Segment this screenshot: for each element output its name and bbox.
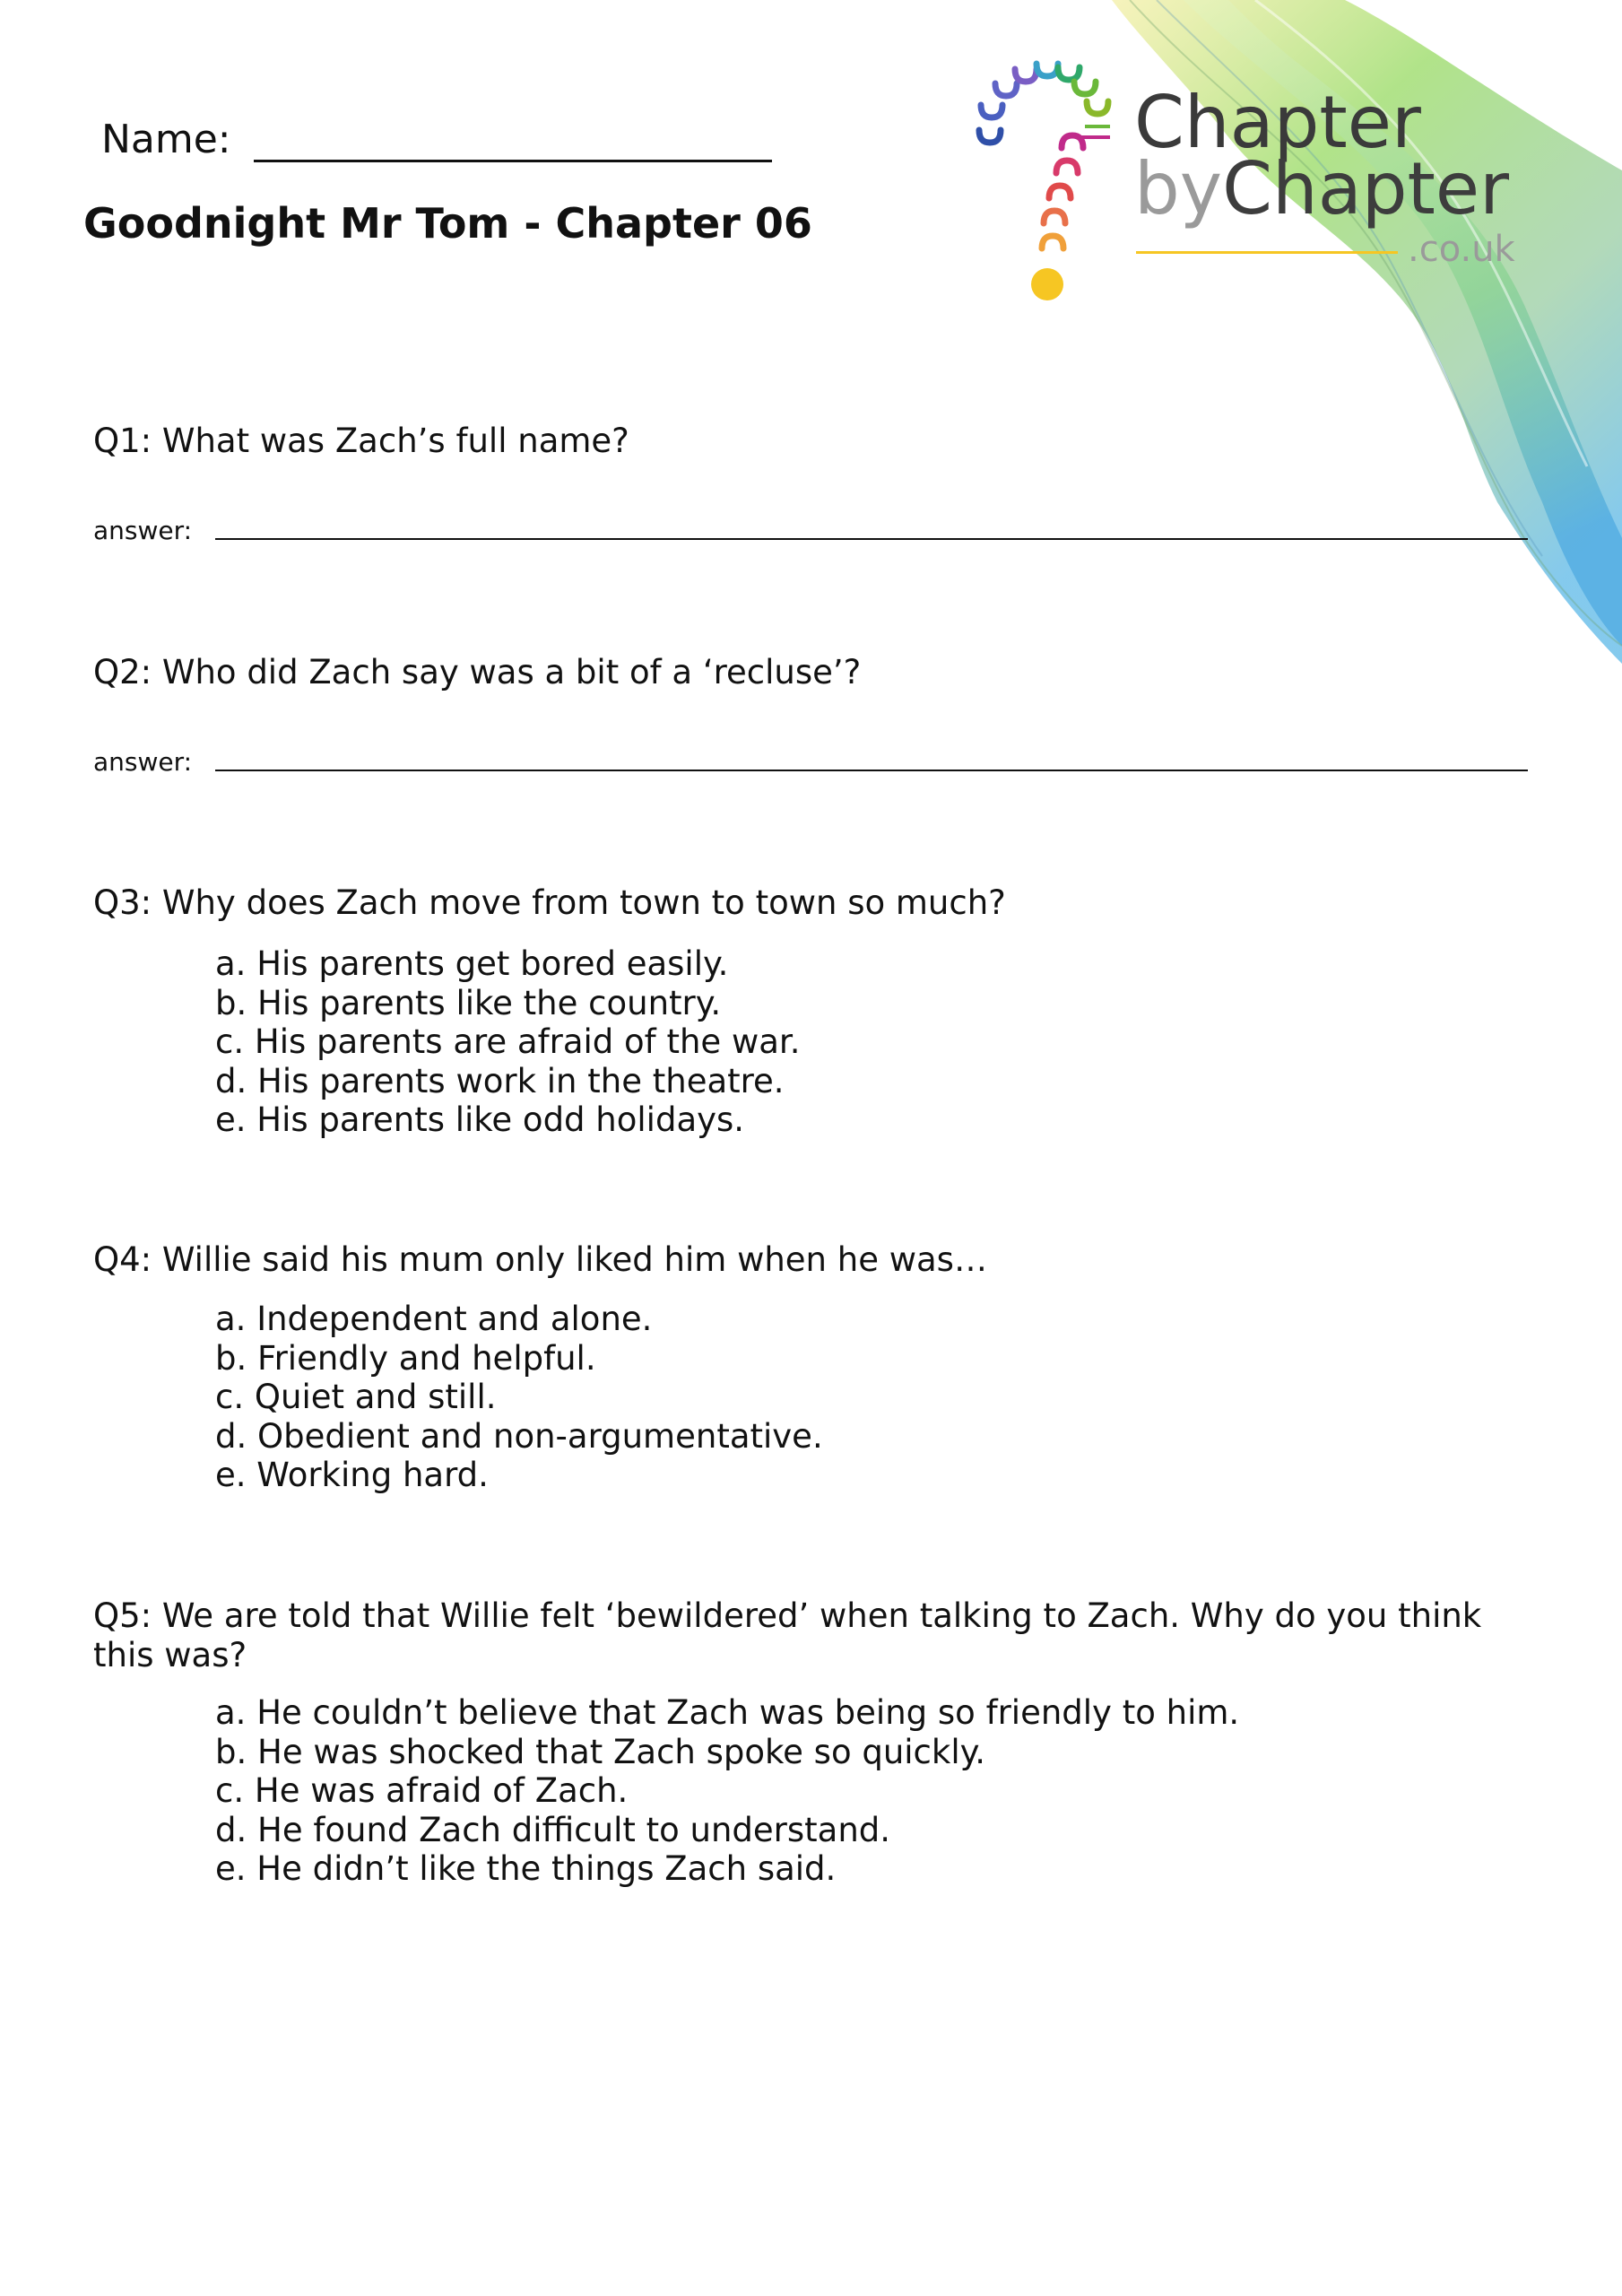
logo-line2 bbox=[1134, 147, 1509, 230]
question-3-options bbox=[215, 944, 800, 1140]
option-e: e. Working hard. bbox=[215, 1456, 489, 1494]
logo-rule bbox=[1136, 251, 1398, 254]
question-2: Q2: Who did Zach say was a bit of a ‘recluse’? bbox=[93, 653, 862, 691]
logo-wordmark bbox=[1134, 81, 1509, 230]
option-d: d. He found Zach difficult to understand. bbox=[215, 1810, 891, 1849]
question-3: Q3: Why does Zach move from town to town so much? bbox=[93, 883, 1006, 922]
name-field-row bbox=[101, 117, 772, 162]
answer-line-1[interactable] bbox=[215, 537, 1528, 540]
chapter-by-chapter-logo bbox=[959, 49, 1533, 318]
question-4-options bbox=[215, 1300, 823, 1495]
name-input-line[interactable] bbox=[254, 118, 772, 162]
option-a: a. Independent and alone. bbox=[215, 1300, 653, 1338]
logo-line1: Chapter bbox=[1134, 81, 1421, 164]
answer-label: answer: bbox=[93, 516, 193, 545]
answer-label: answer: bbox=[93, 747, 193, 777]
option-b: b. Friendly and helpful. bbox=[215, 1338, 596, 1378]
name-label: Name: bbox=[101, 117, 231, 162]
option-e: e. He didn’t like the things Zach said. bbox=[215, 1849, 837, 1888]
option-e: e. His parents like odd holidays. bbox=[215, 1100, 745, 1139]
option-a: a. He couldn’t believe that Zach was being so friendly to him. bbox=[215, 1693, 1240, 1732]
option-c: c. His parents are afraid of the war. bbox=[215, 1022, 801, 1061]
logo-domain: .co.uk bbox=[1408, 229, 1515, 270]
answer-line-2[interactable] bbox=[215, 769, 1528, 771]
question-5-options bbox=[215, 1693, 1239, 1889]
option-d: d. His parents work in the theatre. bbox=[215, 1061, 785, 1100]
option-a: a. His parents get bored easily. bbox=[215, 944, 729, 983]
answer-row-1 bbox=[93, 516, 1528, 545]
question-5: Q5: We are told that Willie felt ‘bewildered’ when talking to Zach. Why do you think this was? bbox=[93, 1596, 1482, 1674]
option-c: c. Quiet and still. bbox=[215, 1378, 497, 1416]
question-1: Q1: What was Zach’s full name? bbox=[93, 422, 629, 460]
option-b: b. He was shocked that Zach spoke so quickly. bbox=[215, 1732, 985, 1771]
book-arch-icon bbox=[959, 49, 1130, 318]
answer-row-2 bbox=[93, 747, 1528, 777]
option-d: d. Obedient and non-argumentative. bbox=[215, 1416, 823, 1456]
question-4: Q4: Willie said his mum only liked him when he was… bbox=[93, 1240, 987, 1279]
worksheet-title: Goodnight Mr Tom - Chapter 06 bbox=[83, 199, 812, 248]
option-c: c. He was afraid of Zach. bbox=[215, 1771, 629, 1810]
logo-by: by bbox=[1134, 147, 1223, 230]
option-b: b. His parents like the country. bbox=[215, 983, 722, 1022]
logo-chapter: Chapter bbox=[1222, 147, 1509, 230]
